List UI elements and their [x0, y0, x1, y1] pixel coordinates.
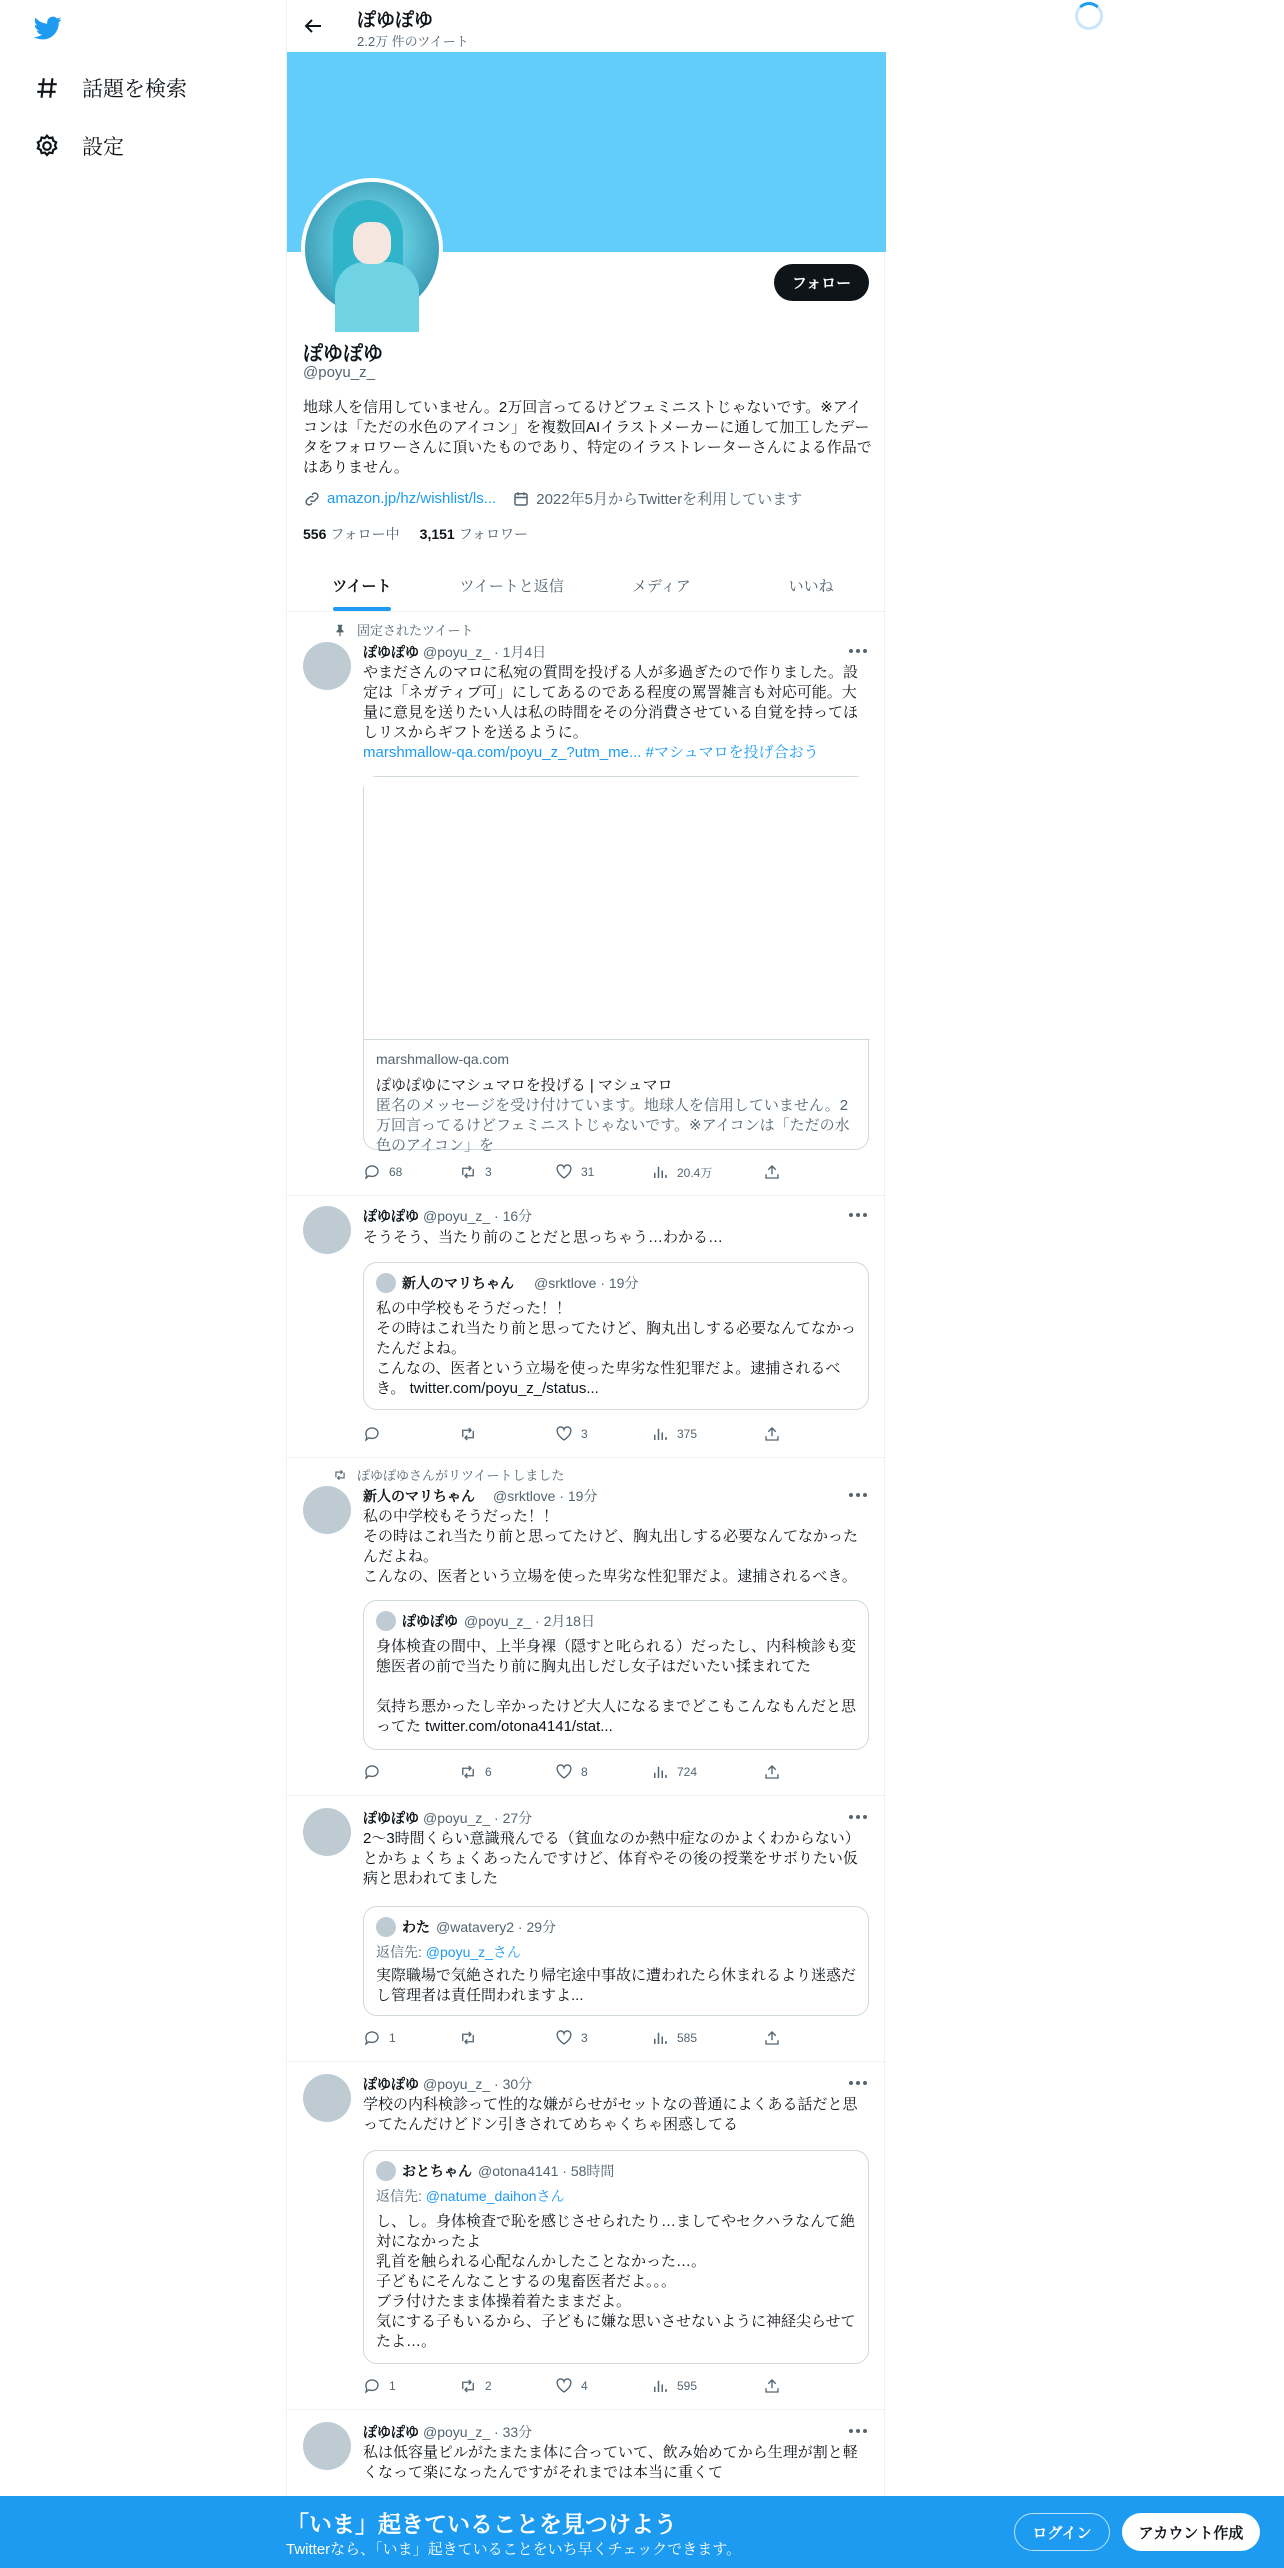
hashtag-icon	[34, 75, 60, 101]
reply-icon	[363, 2029, 381, 2047]
reply-icon	[363, 1763, 381, 1781]
tweet-text: 私は低容量ピルがたまたま体に合っていて、飲み始めてから生理が割と軽くなって楽になったんですがそれまでは本当に重くて	[363, 2444, 858, 2481]
quote-tweet[interactable]	[363, 1906, 869, 2016]
card-domain: marshmallow-qa.com	[376, 1051, 510, 1067]
share-button[interactable]	[763, 1424, 781, 1444]
analytics-icon	[651, 1425, 669, 1443]
quote-text: 実際職場で気絶されたり帰宅途中事故に遭われたら休まれるより迷惑だし管理者は責任問われますよ...	[376, 1967, 857, 2004]
bottom-bar-title: 「いま」起きていることを見つけよう	[286, 2511, 677, 2537]
analytics-icon	[651, 2029, 669, 2047]
quote-reply-to: 返信先: @poyu_z_さん	[376, 1944, 521, 1960]
retweet-button[interactable]: 6	[459, 1762, 555, 1782]
reply-button[interactable]: 1	[363, 2376, 459, 2396]
profile-name: ぽゆぽゆ	[303, 343, 383, 365]
more-icon[interactable]	[847, 2078, 869, 2088]
retweet-button[interactable]: 2	[459, 2376, 555, 2396]
retweet-icon	[459, 2377, 477, 2395]
header-tweet-count: 2.2万 件のツイート	[357, 34, 469, 49]
like-button[interactable]: 8	[555, 1762, 651, 1782]
share-button[interactable]	[763, 1762, 781, 1782]
tweet-actions	[363, 2376, 793, 2396]
tweet-avatar[interactable]	[303, 2074, 351, 2122]
bottom-bar-subtitle: Twitterなら、「いま」起きていることをいち早くチェックできます。	[286, 2541, 742, 2558]
signup-button[interactable]: アカウント作成	[1122, 2513, 1260, 2551]
follow-stats	[303, 524, 528, 544]
quote-reply-to: 返信先: @natume_daihonさん	[376, 2188, 565, 2204]
tweet-actions	[363, 2028, 793, 2048]
retweet-button[interactable]	[459, 2028, 555, 2048]
quote-text: 私の中学校もそうだった！！ その時はこれ当たり前と思ってたけど、胸丸出しする必要なんてなかったんだよね。 こんなの、医者という立場を使った卑劣な性犯罪だよ。逮捕されるべき。 twitter.com/poyu_z_/status...	[376, 1300, 857, 1397]
tweet-avatar[interactable]	[303, 1206, 351, 1254]
tweet-header: ぽゆぽゆ @poyu_z_ · 30分	[363, 2076, 533, 2092]
main-column	[286, 0, 885, 2568]
tweet[interactable]	[287, 1458, 886, 1796]
more-icon[interactable]	[847, 1490, 869, 1500]
nav-explore[interactable]	[34, 73, 187, 103]
like-button[interactable]: 4	[555, 2376, 651, 2396]
tweet-header: ぽゆぽゆ @poyu_z_ · 27分	[363, 1810, 533, 1826]
link-icon	[303, 490, 321, 508]
tweet-text: 私の中学校もそうだった！！ その時はこれ当たり前と思ってたけど、胸丸出しする必要なんてなかったんだよね。 こんなの、医者という立場を使った卑劣な性犯罪だよ。逮捕されるべき。	[363, 1508, 859, 1585]
quote-tweet[interactable]	[363, 1600, 869, 1750]
reply-icon	[363, 1425, 381, 1443]
retweet-icon	[459, 1163, 477, 1181]
card-description: 匿名のメッセージを受け付けています。地球人を信用していません。2万回言ってるけどフェミニストじゃないです。※アイコンは「ただの水色のアイコン」を	[376, 1097, 850, 1154]
reply-button[interactable]: 68	[363, 1162, 459, 1182]
profile-bio: 地球人を信用していません。2万回言ってるけどフェミニストじゃないです。※アイコンは「ただの水色のアイコン」を複数回AIイラストメーカーに通して加工したデータをフォロワーさんに頂いたものであり、特定のイラストレーターさんによる作品ではありません。	[303, 399, 872, 476]
reply-button[interactable]	[363, 1762, 459, 1782]
retweet-icon	[459, 1425, 477, 1443]
tweet[interactable]	[287, 2410, 886, 2500]
nav-settings[interactable]	[34, 131, 124, 161]
pinned-context: 固定されたツイート	[333, 620, 473, 639]
tweet-actions	[363, 1424, 793, 1444]
tab-media[interactable]: メディア	[631, 578, 691, 595]
tweet-text: 2〜3時間くらい意識飛んでる（貧血なのか熱中症なのかよくわからない）とかちょくちょくあったんですけど、体育やその後の授業をサボりたい仮病と思われてました	[363, 1830, 860, 1887]
link-card[interactable]	[363, 776, 869, 1154]
reply-icon	[363, 2377, 381, 2395]
tweet-actions	[363, 1762, 793, 1782]
heart-icon	[555, 2377, 573, 2395]
quote-header: わた @watavery2 · 29分	[376, 1917, 556, 1937]
twitter-logo-icon[interactable]	[32, 14, 64, 42]
more-icon[interactable]	[847, 1210, 869, 1220]
views-button[interactable]: 724	[651, 1762, 763, 1782]
share-icon	[763, 1425, 781, 1443]
tweet-avatar[interactable]	[303, 642, 351, 690]
tweet[interactable]	[287, 1796, 886, 2062]
heart-icon	[555, 1425, 573, 1443]
tab-tweets-replies[interactable]: ツイートと返信	[459, 578, 564, 595]
profile-handle: @poyu_z_	[303, 364, 375, 381]
analytics-icon	[651, 1163, 669, 1181]
profile-link[interactable]: amazon.jp/hz/wishlist/ls...	[327, 490, 497, 507]
more-icon[interactable]	[847, 1812, 869, 1822]
like-button[interactable]: 3	[555, 1424, 651, 1444]
tweet-header: ぽゆぽゆ @poyu_z_ · 33分	[363, 2424, 533, 2440]
tweet-avatar[interactable]	[303, 1486, 351, 1534]
quote-tweet[interactable]	[363, 2150, 869, 2364]
retweet-button[interactable]	[459, 1424, 555, 1444]
share-button[interactable]	[763, 2376, 781, 2396]
more-icon[interactable]	[847, 646, 869, 656]
heart-icon	[555, 1763, 573, 1781]
views-button[interactable]: 20.4万	[651, 1162, 763, 1182]
retweet-icon	[459, 2029, 477, 2047]
tweet[interactable]	[287, 612, 886, 1196]
card-image	[364, 777, 870, 1040]
tab-likes[interactable]: いいね	[788, 578, 834, 595]
share-icon	[763, 2377, 781, 2395]
views-button[interactable]: 585	[651, 2028, 763, 2048]
share-button[interactable]	[763, 2028, 781, 2048]
calendar-icon	[512, 490, 530, 508]
views-button[interactable]: 595	[651, 2376, 763, 2396]
tab-tweets[interactable]: ツイート	[287, 560, 437, 611]
loading-spinner-icon	[1075, 2, 1103, 30]
views-button[interactable]: 375	[651, 1424, 763, 1444]
nav-settings-label: 設定	[82, 136, 124, 159]
retweet-button[interactable]: 3	[459, 1162, 555, 1182]
share-icon	[763, 2029, 781, 2047]
like-button[interactable]: 31	[555, 1162, 651, 1182]
reply-icon	[363, 1163, 381, 1181]
tweet-avatar[interactable]	[303, 1808, 351, 1856]
followers-link[interactable]: 3,151 フォロワー	[419, 526, 529, 542]
pin-icon	[333, 623, 347, 637]
tweet-link[interactable]: marshmallow-qa.com/poyu_z_?utm_me... #マシュマロを投げ合おう	[363, 744, 819, 761]
profile-joined: 2022年5月からTwitterを利用しています	[536, 491, 803, 508]
heart-icon	[555, 2029, 573, 2047]
tweet-header: 新人のマリちゃん @srktlove · 19分	[363, 1488, 598, 1504]
tweet[interactable]	[287, 1196, 886, 1458]
quote-header: ぽゆぽゆ @poyu_z_ · 2月18日	[376, 1611, 595, 1631]
quote-text: し、し。身体検査で恥を感じさせられたり…ましてやセクハラなんて絶対になかったよ 乳首を触られる心配なんかしたことなかった…。 子どもにそんなことするの鬼畜医者だよ。。。 ブラ付けたまま体操着着たままだよ。 気にする子もいるから、子どもに嫌な思いさせないように神経尖らせてたよ…。	[376, 2213, 856, 2350]
quote-tweet[interactable]	[363, 1262, 869, 1410]
retweet-icon	[333, 1468, 347, 1482]
share-icon	[763, 1763, 781, 1781]
following-link[interactable]: 556 フォロー中	[303, 526, 400, 542]
tweet-text: そうそう、当たり前のことだと思っちゃう…わかる…	[363, 1229, 724, 1246]
card-title: ぽゆぽゆにマシュマロを投げる | マシュマロ	[376, 1077, 673, 1094]
tweet-header: ぽゆぽゆ @poyu_z_ · 1月4日	[363, 644, 547, 660]
retweet-context: ぽゆぽゆさんがリツイートしました	[333, 1465, 564, 1484]
analytics-icon	[651, 1763, 669, 1781]
reply-button[interactable]	[363, 1424, 459, 1444]
retweet-icon	[459, 1763, 477, 1781]
tweet-text: やまださんのマロに私宛の質問を投げる人が多過ぎたので作りました。設定は「ネガティブ可」にしてあるのである程度の罵詈雑言も対応可能。大量に意見を送りたい人は私の時間をその分消費させている自覚を持ってほしリスからギフトを送るように。	[363, 664, 859, 741]
more-icon[interactable]	[847, 2426, 869, 2436]
quote-header: 新人のマリちゃん @srktlove · 19分	[376, 1273, 638, 1293]
heart-icon	[555, 1163, 573, 1181]
back-button[interactable]	[301, 14, 325, 38]
profile-header	[287, 0, 886, 52]
tweet-actions	[363, 1162, 793, 1182]
reply-button[interactable]: 1	[363, 2028, 459, 2048]
profile-avatar[interactable]	[301, 178, 443, 320]
quote-text: 身体検査の間中、上半身裸（隠すと叱られる）だったし、内科検診も変態医者の前で当たり前に胸丸出しだし女子はだいたい揉まれてた 気持ち悪かったし辛かったけど大人になるまでどこもこんなもんだと思ってた twitter.com/otona4141/stat...	[376, 1638, 857, 1735]
back-arrow-icon	[301, 14, 325, 38]
follow-button[interactable]: フォロー	[774, 264, 869, 301]
analytics-icon	[651, 2377, 669, 2395]
share-icon	[763, 1163, 781, 1181]
like-button[interactable]: 3	[555, 2028, 651, 2048]
tweet-avatar[interactable]	[303, 2422, 351, 2470]
profile-tabs	[287, 560, 886, 612]
share-button[interactable]	[763, 1162, 781, 1182]
nav-explore-label: 話題を検索	[82, 78, 187, 101]
tweet-header: ぽゆぽゆ @poyu_z_ · 16分	[363, 1208, 533, 1224]
tweet-text: 学校の内科検診って性的な嫌がらせがセットなの普通によくある話だと思ってたんだけどドン引きされてめちゃくちゃ困惑してる	[363, 2096, 858, 2133]
tweet[interactable]	[287, 2062, 886, 2410]
profile-meta	[303, 488, 802, 509]
signup-bottom-bar	[0, 2496, 1284, 2568]
quote-header: おとちゃん @otona4141 · 58時間	[376, 2161, 614, 2181]
header-name: ぽゆぽゆ	[357, 10, 434, 31]
login-button[interactable]: ログイン	[1014, 2513, 1110, 2551]
gear-icon	[34, 133, 60, 159]
